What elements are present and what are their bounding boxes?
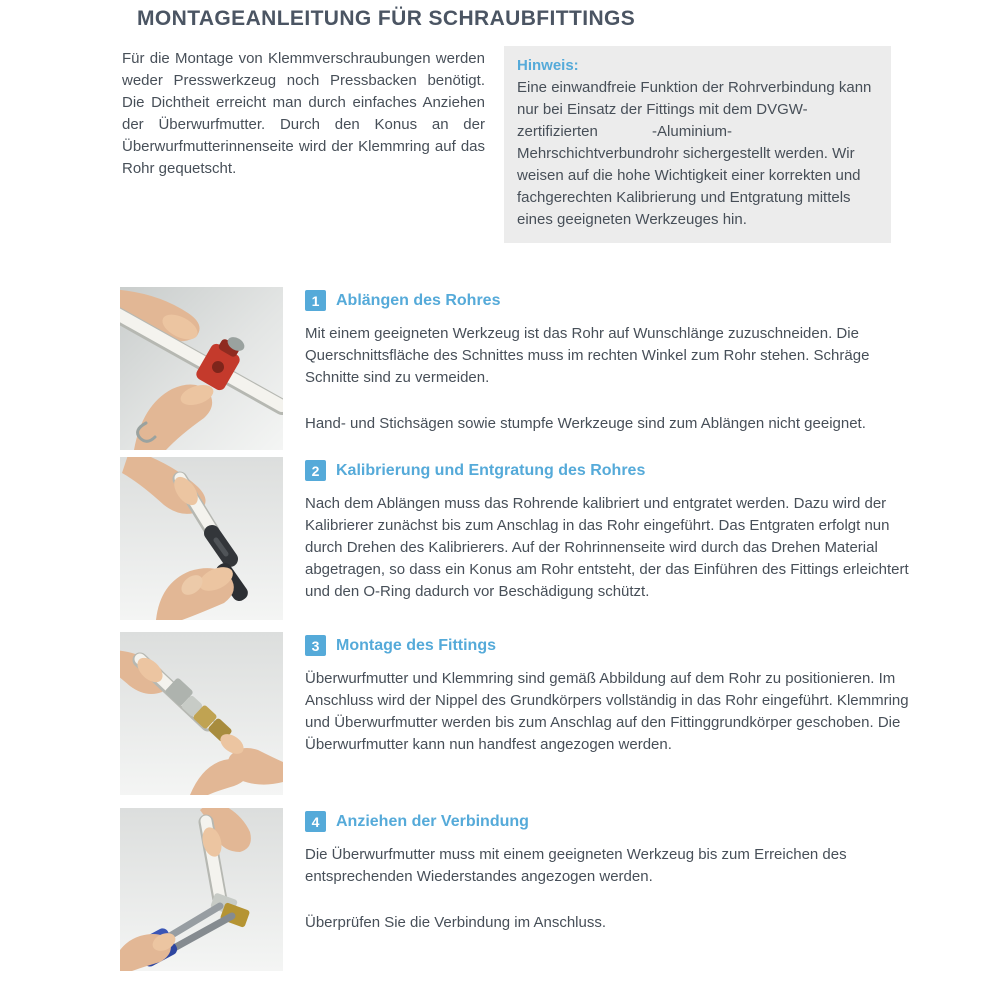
- step-3: [120, 632, 920, 795]
- step-number-badge: 3: [305, 635, 326, 656]
- pipe-cutting-photo: [120, 287, 283, 450]
- step-1: [120, 287, 920, 450]
- step-paragraph: Überprüfen Sie die Verbindung im Anschluss.: [305, 914, 607, 931]
- step-title: Anziehen der Verbindung: [336, 812, 529, 830]
- fitting-assembly-photo: [120, 632, 283, 795]
- intro-paragraph: Für die Montage von Klemmverschraubungen werden weder Presswerkzeug noch Pressbacken benötigt. Die Dichtheit erreicht man durch einfaches Anziehen der Überwurfmutter. Durch den Konus an der Überwurfmutterinnenseite wird der Klemmring auf das Rohr gequetscht.: [122, 50, 485, 177]
- note-body: Eine einwandfreie Funktion der Rohrverbindung kann nur bei Einsatz der Fittings mit dem DVGW-zertifizierten -Aluminium-Mehrschichtverbundrohr sichergestellt werden. Wir weisen auf die hohe Wichtigkeit einer korrekten und fachgerechten Kalibrierung und Entgratung mittels eines geeigneten Werkzeuges hin.: [517, 79, 872, 228]
- step-paragraph: Nach dem Ablängen muss das Rohrende kalibriert und entgratet werden. Dazu wird der Kalibrierer zunächst bis zum Anschlag in das Rohr eingeführt. Das Entgraten erfolgt nun durch Drehen des Kalibrierers. Auf der Rohrinnenseite wird durch das Drehen Material abgetragen, so dass ein Konus am Rohr entsteht, der das Einführen des Fittings erleichtert und den O-Ring dadurch vor Beschädigung schützt.: [305, 495, 909, 600]
- step-paragraph: Hand- und Stichsägen sowie stumpfe Werkzeuge sind zum Ablängen nicht geeignet.: [305, 415, 866, 432]
- step-paragraph: Überwurfmutter und Klemmring sind gemäß Abbildung auf dem Rohr zu positionieren. Im Anschluss wird der Nippel des Grundkörpers vollständig in das Rohr eingeführt. Klemmring und Überwurfmutter werden bis zum Anschlag auf den Fittinggrundkörper geschoben. Die Überwurfmutter kann nun handfest angezogen werden.: [305, 670, 909, 753]
- step-number-badge: 4: [305, 811, 326, 832]
- page-title: MONTAGEANLEITUNG FÜR SCHRAUBFITTINGS: [137, 7, 636, 30]
- step-paragraph: Mit einem geeigneten Werkzeug ist das Rohr auf Wunschlänge zuzuschneiden. Die Querschnittsfläche des Schnittes muss im rechten Winkel zum Rohr stehen. Schräge Schnitte sind zu vermeiden.: [305, 325, 870, 386]
- step-title: Ablängen des Rohres: [336, 291, 501, 309]
- tightening-connection-photo: [120, 808, 283, 971]
- step-paragraph: Die Überwurfmutter muss mit einem geeigneten Werkzeug bis zum Erreichen des entsprechenden Wiederstandes angezogen werden.: [305, 846, 847, 885]
- step-4: [120, 808, 920, 971]
- note-box: [504, 46, 891, 243]
- note-label: Hinweis:: [517, 57, 579, 74]
- pipe-calibrating-photo: [120, 457, 283, 620]
- step-title: Montage des Fittings: [336, 636, 496, 654]
- step-title: Kalibrierung und Entgratung des Rohres: [336, 461, 646, 479]
- step-number-badge: 1: [305, 290, 326, 311]
- step-2: [120, 457, 920, 620]
- step-number-badge: 2: [305, 460, 326, 481]
